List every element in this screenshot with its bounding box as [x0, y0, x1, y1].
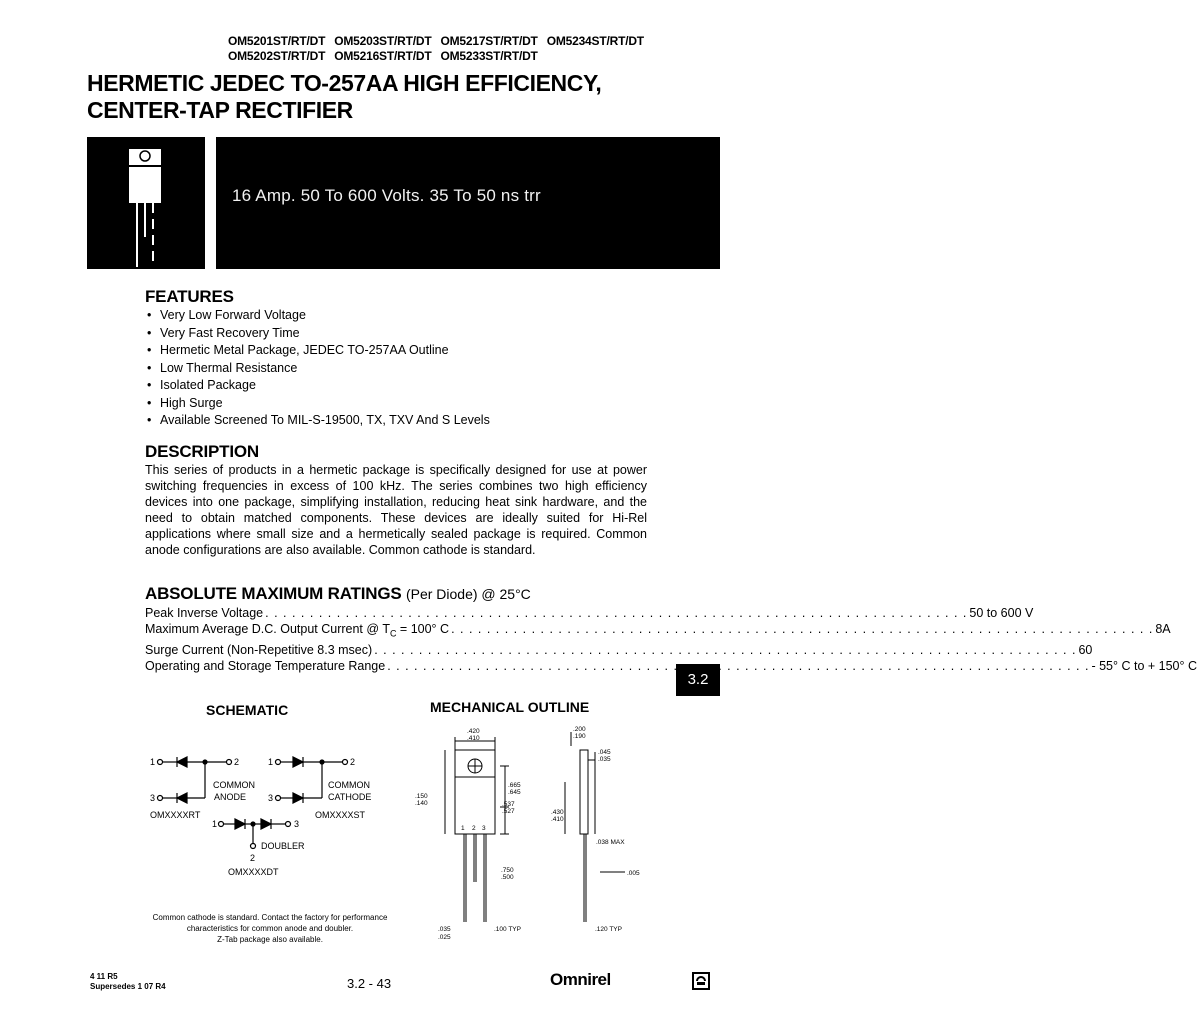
dim-label: .527	[502, 808, 515, 815]
title-line-2: CENTER-TAP RECTIFIER	[87, 97, 353, 123]
diode-icon	[261, 819, 271, 829]
description-heading: DESCRIPTION	[145, 442, 259, 461]
note-line: Common cathode is standard. Contact the factory for performance	[152, 913, 388, 922]
ratings-heading: ABSOLUTE MAXIMUM RATINGS	[145, 584, 402, 603]
list-item: • Hermetic Metal Package, JEDEC TO-257AA Outline	[145, 342, 490, 360]
dim-label: .005	[627, 870, 640, 877]
omnirel-logo-icon	[692, 972, 710, 990]
dim-label: .200	[573, 726, 586, 733]
to257-package-icon	[87, 137, 205, 269]
pin-label: 1	[212, 819, 218, 829]
table-row	[145, 642, 1093, 658]
part-number: OM5217ST/RT/DT	[440, 34, 538, 48]
rating-label: Peak Inverse Voltage	[145, 606, 264, 620]
part-number: OM5234ST/RT/DT	[546, 34, 644, 48]
dim-label: .665	[508, 782, 521, 789]
common-anode-label: ANODE	[214, 792, 247, 802]
dim-label: .537	[502, 801, 515, 808]
diode-icon	[235, 819, 245, 829]
features-list	[145, 307, 490, 430]
list-item: • Very Fast Recovery Time	[145, 325, 490, 343]
dim-label: .430	[551, 809, 564, 816]
notes	[150, 912, 390, 945]
list-item: • Available Screened To MIL-S-19500, TX, TXV And S Levels	[145, 412, 490, 430]
note-line: Z-Tab package also available.	[217, 935, 323, 944]
page-title	[87, 70, 601, 124]
package-photo-panel	[87, 137, 205, 269]
ratings-heading-row	[145, 584, 531, 604]
dim-label: .035	[438, 926, 451, 933]
dim-label: .025	[438, 934, 451, 941]
pin-label: 1	[268, 757, 274, 767]
common-cathode-label: CATHODE	[328, 792, 372, 802]
dim-label: .410	[467, 735, 480, 742]
part-number-row-2	[228, 49, 653, 64]
part-number: OM5201ST/RT/DT	[228, 34, 326, 48]
common-cathode-label: COMMON	[328, 780, 370, 790]
pin-label: 2	[250, 853, 256, 863]
dim-label: .120 TYP	[595, 926, 622, 933]
common-anode-label: COMMON	[213, 780, 255, 790]
ratings-heading-suffix: (Per Diode) @ 25°C	[405, 586, 531, 602]
mechanical-heading: MECHANICAL OUTLINE	[430, 699, 590, 715]
table-row	[145, 605, 1034, 621]
mechanical-outline-diagram	[405, 722, 650, 947]
revision-code: 4 11 R5	[90, 972, 118, 981]
rating-label: Surge Current (Non-Repetitive 8.3 msec)	[145, 642, 373, 657]
part-number: OM5203ST/RT/DT	[334, 34, 432, 48]
schematic-diagram	[145, 745, 372, 880]
brand-name: Omnirel	[550, 970, 611, 989]
part-number: OM5202ST/RT/DT	[228, 49, 326, 63]
rating-label: Maximum Average D.C. Output Current @ $T_C = 100^\circ$ C	[145, 622, 450, 639]
part-number-list	[228, 34, 653, 64]
dim-label: .045	[598, 749, 611, 756]
list-item: • Isolated Package	[145, 377, 490, 395]
part-number-row-1	[228, 34, 653, 49]
dim-label: .420	[467, 728, 480, 735]
common-cathode-part: OMXXXXST	[315, 810, 366, 820]
footer-revision	[90, 972, 166, 992]
dim-label: .035	[598, 756, 611, 763]
dim-label: .100 TYP	[494, 926, 521, 933]
dim-label: .750	[501, 867, 514, 874]
pin-label: 1	[150, 757, 156, 767]
diode-icon	[177, 793, 187, 803]
pin-label: 3	[294, 819, 300, 829]
pin-label: 3	[482, 825, 486, 832]
page-number: 3.2 - 43	[347, 976, 392, 991]
dim-label: .038 MAX	[596, 839, 625, 846]
table-row	[145, 621, 1171, 642]
rating-value: 60	[1078, 642, 1093, 657]
doubler-label: DOUBLER	[261, 841, 305, 851]
table-row	[145, 658, 1197, 674]
dim-label: .500	[501, 874, 514, 881]
pin-label: 2	[234, 757, 240, 767]
part-number: OM5216ST/RT/DT	[334, 49, 432, 63]
section-tab: 3.2	[676, 664, 720, 696]
banner-specs: 16 Amp. 50 To 600 Volts. 35 To 50 ns trr	[232, 186, 541, 205]
dim-label: .140	[415, 800, 428, 807]
package-side-view	[580, 750, 588, 834]
list-item: • Low Thermal Resistance	[145, 360, 490, 378]
rating-label: Operating and Storage Temperature Range	[145, 658, 386, 673]
doubler-part: OMXXXXDT	[228, 867, 279, 877]
schematic-heading: SCHEMATIC	[206, 702, 289, 718]
supersedes: Supersedes 1 07 R4	[90, 982, 166, 991]
pin-label: 3	[268, 793, 274, 803]
rating-value: 50 to 600 V	[969, 606, 1034, 620]
rating-value: 8A	[1155, 622, 1171, 636]
diode-icon	[293, 793, 303, 803]
description-text: This series of products in a hermetic package is specifically designed for use at power switching frequencies in excess of 100 kHz. The series combines two high efficiency devices into one package, simplifying installation, reducing heat sink hardware, and the need to obtain matched components. These devices are ideally suited for Hi-Rel applications where small size and a hermetically sealed package is required. Common anode configurations are also available. Common cathode is standard.	[145, 463, 647, 557]
diode-icon	[293, 757, 303, 767]
pin-label: 2	[472, 825, 476, 832]
rating-value: - 55° C to + 150° C	[1091, 658, 1197, 673]
dim-label: .190	[573, 733, 586, 740]
ratings-table	[145, 605, 1197, 674]
part-number: OM5233ST/RT/DT	[440, 49, 538, 63]
list-item: • High Surge	[145, 395, 490, 413]
dim-label: .150	[415, 793, 428, 800]
dim-label: .645	[508, 789, 521, 796]
title-line-1: HERMETIC JEDEC TO-257AA HIGH EFFICIENCY,	[87, 70, 602, 96]
pin-label: 2	[350, 757, 356, 767]
list-item: • Very Low Forward Voltage	[145, 307, 490, 325]
note-line: characteristics for common anode and doubler.	[186, 924, 354, 933]
pin-label: 1	[461, 825, 465, 832]
diode-icon	[177, 757, 187, 767]
dim-label: .410	[551, 816, 564, 823]
common-anode-part: OMXXXXRT	[150, 810, 201, 820]
pin-label: 3	[150, 793, 156, 803]
features-heading: FEATURES	[145, 287, 234, 306]
pin-terminal	[158, 760, 163, 765]
